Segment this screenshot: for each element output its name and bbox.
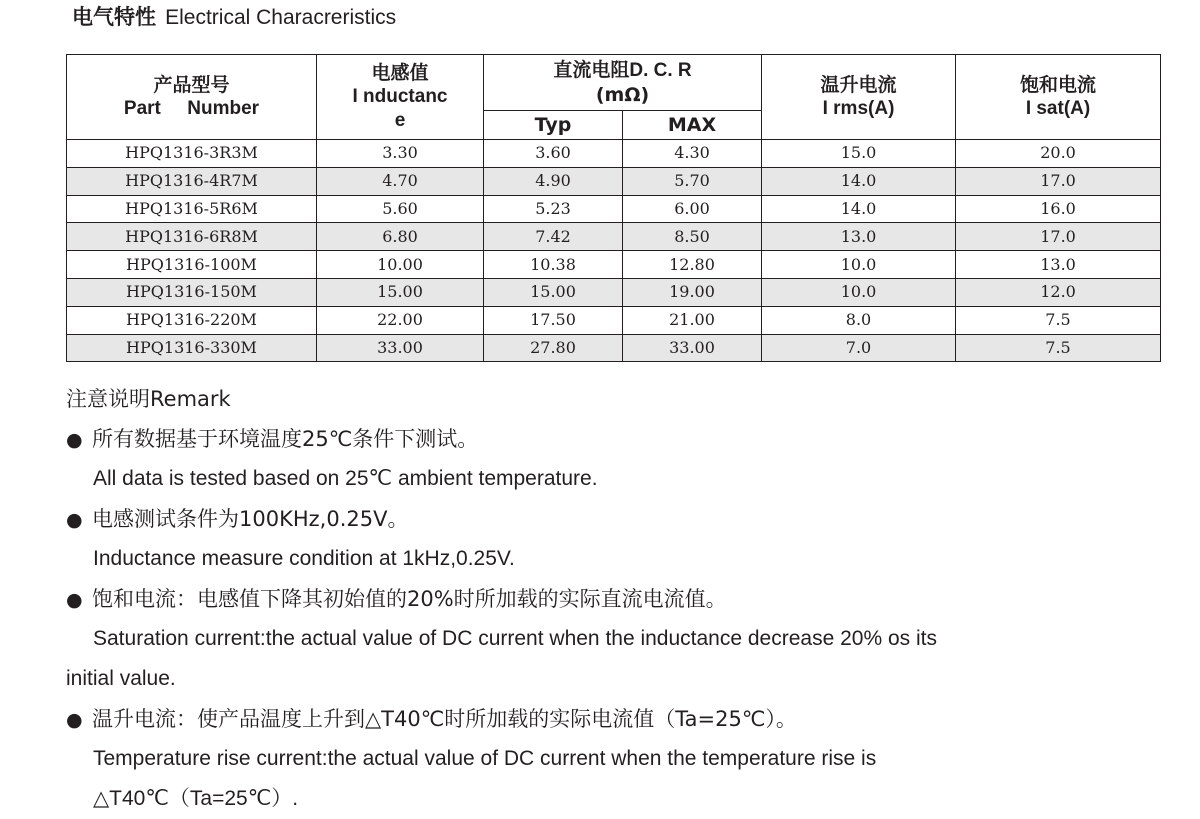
header-irms-zh: 温升电流 xyxy=(820,74,897,96)
cell-irms: 14.0 xyxy=(762,195,956,223)
header-part-number xyxy=(67,55,317,140)
remark-heading: 注意说明Remark xyxy=(66,387,231,411)
cell-irms: 13.0 xyxy=(762,223,956,251)
remark-item-zh: 所有数据基于环境温度25℃条件下测试。 xyxy=(92,427,479,451)
remark-item-en-wrap: initial value. xyxy=(66,667,176,690)
remark-section xyxy=(66,379,1166,819)
header-inductance-en: I nductanc xyxy=(352,86,448,107)
cell-dcr-typ: 15.00 xyxy=(484,278,623,306)
bullet-icon: ● xyxy=(66,709,83,731)
header-inductance-zh: 电感值 xyxy=(371,62,429,84)
cell-dcr-max: 6.00 xyxy=(623,195,762,223)
cell-irms: 10.0 xyxy=(762,278,956,306)
cell-dcr-typ: 4.90 xyxy=(484,167,623,195)
header-isat xyxy=(956,55,1161,140)
section-title xyxy=(72,2,396,32)
bullet-icon: ● xyxy=(66,429,83,451)
cell-dcr-typ: 10.38 xyxy=(484,251,623,279)
cell-inductance: 15.00 xyxy=(317,278,484,306)
table-row xyxy=(67,251,1161,279)
cell-irms: 7.0 xyxy=(762,334,956,362)
header-dcr xyxy=(484,55,762,111)
header-irms xyxy=(762,55,956,140)
cell-dcr-max: 21.00 xyxy=(623,306,762,334)
table-row xyxy=(67,195,1161,223)
cell-part-number: HPQ1316-4R7M xyxy=(67,167,317,195)
remark-item xyxy=(66,699,1166,739)
cell-dcr-typ: 3.60 xyxy=(484,140,623,168)
cell-dcr-max: 4.30 xyxy=(623,140,762,168)
cell-part-number: HPQ1316-220M xyxy=(67,306,317,334)
cell-dcr-max: 33.00 xyxy=(623,334,762,362)
header-part-number-en: Part Number xyxy=(123,98,260,119)
remark-item-zh: 温升电流：使产品温度上升到△T40℃时所加载的实际电流值（Ta=25℃）。 xyxy=(92,707,797,731)
header-inductance-en-wrap: e xyxy=(394,110,406,131)
cell-inductance: 6.80 xyxy=(317,223,484,251)
cell-inductance: 5.60 xyxy=(317,195,484,223)
section-title-en: Electrical Characreristics xyxy=(165,6,397,29)
cell-isat: 17.0 xyxy=(956,167,1161,195)
cell-isat: 20.0 xyxy=(956,140,1161,168)
header-isat-zh: 饱和电流 xyxy=(1020,74,1097,96)
cell-dcr-typ: 5.23 xyxy=(484,195,623,223)
remark-item xyxy=(66,579,1166,619)
header-dcr-zh: 直流电阻 xyxy=(553,59,630,81)
table-row xyxy=(67,140,1161,168)
cell-part-number: HPQ1316-150M xyxy=(67,278,317,306)
header-part-number-zh: 产品型号 xyxy=(153,74,230,96)
remark-item xyxy=(66,419,1166,459)
cell-dcr-typ: 27.80 xyxy=(484,334,623,362)
electrical-characteristics-table xyxy=(66,54,1161,362)
remark-item-zh: 饱和电流：电感值下降其初始值的20%时所加载的实际直流电流值。 xyxy=(92,587,727,611)
cell-inductance: 22.00 xyxy=(317,306,484,334)
section-title-zh: 电气特性 xyxy=(72,5,156,29)
remark-item-en: Saturation current:the actual value of DC current when the inductance decrease 20% os its xyxy=(93,627,937,650)
remark-item-en: All data is tested based on 25℃ ambient temperature. xyxy=(93,467,598,490)
cell-irms: 10.0 xyxy=(762,251,956,279)
table-row xyxy=(67,223,1161,251)
remark-item-en: Inductance measure condition at 1kHz,0.25V. xyxy=(93,547,515,570)
header-inductance xyxy=(317,55,484,140)
cell-part-number: HPQ1316-5R6M xyxy=(67,195,317,223)
cell-inductance: 3.30 xyxy=(317,140,484,168)
header-dcr-en: D. C. R xyxy=(629,60,692,81)
header-isat-en: I sat(A) xyxy=(1025,98,1091,119)
header-dcr-unit: (mΩ) xyxy=(595,84,650,106)
cell-part-number: HPQ1316-100M xyxy=(67,251,317,279)
cell-irms: 14.0 xyxy=(762,167,956,195)
cell-dcr-typ: 7.42 xyxy=(484,223,623,251)
cell-part-number: HPQ1316-3R3M xyxy=(67,140,317,168)
cell-dcr-max: 19.00 xyxy=(623,278,762,306)
remark-item-zh: 电感测试条件为100KHz,0.25V。 xyxy=(92,507,409,531)
cell-isat: 12.0 xyxy=(956,278,1161,306)
cell-isat: 16.0 xyxy=(956,195,1161,223)
cell-dcr-max: 5.70 xyxy=(623,167,762,195)
cell-dcr-typ: 17.50 xyxy=(484,306,623,334)
cell-dcr-max: 8.50 xyxy=(623,223,762,251)
cell-inductance: 10.00 xyxy=(317,251,484,279)
table-row xyxy=(67,334,1161,362)
cell-isat: 13.0 xyxy=(956,251,1161,279)
remark-item-en: Temperature rise current:the actual value of DC current when the temperature rise is xyxy=(93,747,877,770)
cell-irms: 15.0 xyxy=(762,140,956,168)
cell-part-number: HPQ1316-330M xyxy=(67,334,317,362)
remark-item-en-wrap: △T40℃（Ta=25℃）. xyxy=(93,787,299,810)
table-row xyxy=(67,306,1161,334)
bullet-icon: ● xyxy=(66,509,83,531)
remark-item xyxy=(66,499,1166,539)
cell-inductance: 4.70 xyxy=(317,167,484,195)
header-dcr-typ: Typ xyxy=(484,111,623,140)
cell-isat: 17.0 xyxy=(956,223,1161,251)
cell-isat: 7.5 xyxy=(956,334,1161,362)
cell-isat: 7.5 xyxy=(956,306,1161,334)
table-row xyxy=(67,167,1161,195)
cell-inductance: 33.00 xyxy=(317,334,484,362)
bullet-icon: ● xyxy=(66,589,83,611)
table-row xyxy=(67,278,1161,306)
header-irms-en: I rms(A) xyxy=(822,98,895,119)
cell-dcr-max: 12.80 xyxy=(623,251,762,279)
header-dcr-max: MAX xyxy=(623,111,762,140)
cell-part-number: HPQ1316-6R8M xyxy=(67,223,317,251)
cell-irms: 8.0 xyxy=(762,306,956,334)
